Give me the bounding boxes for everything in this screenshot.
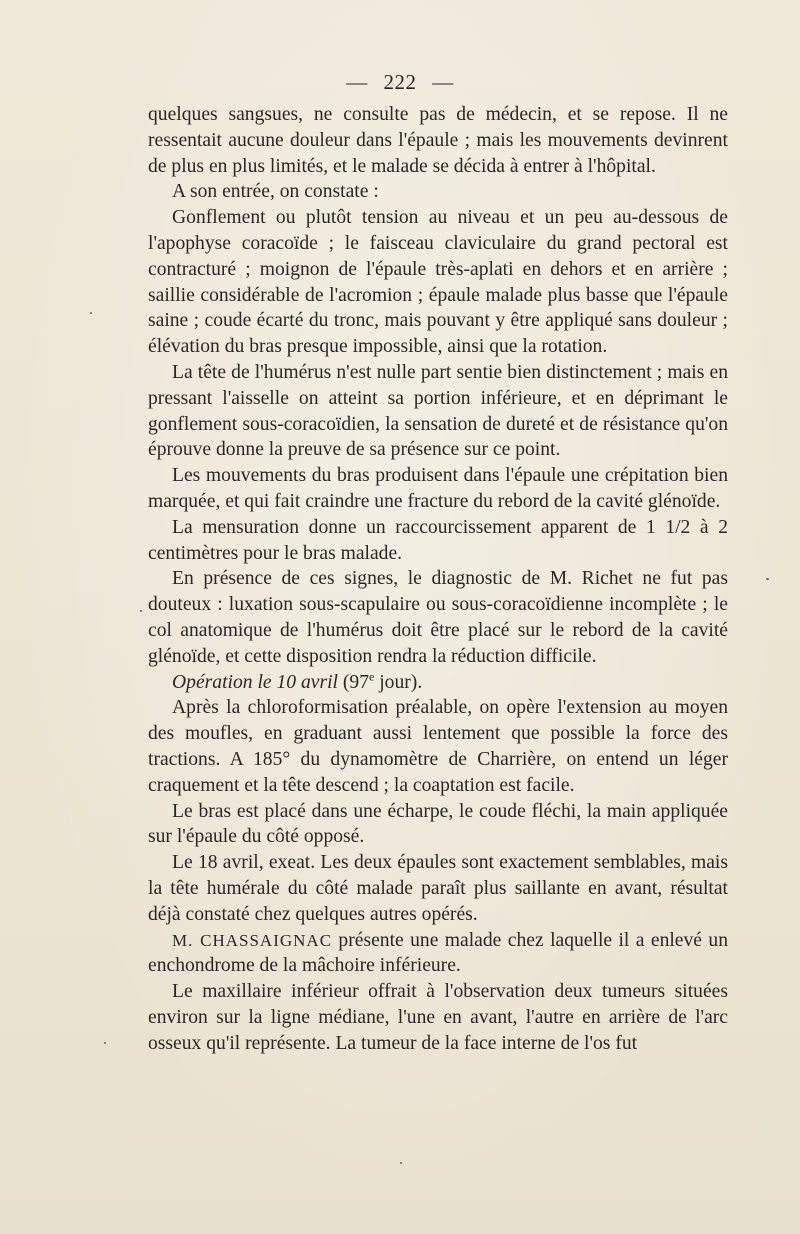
operation-day-close: jour). — [374, 671, 423, 693]
paragraph-12-text: présente une malade chez laquelle il a enlevé un enchondrome de la mâchoire inférieure. — [148, 929, 728, 977]
paper-speck — [104, 1042, 106, 1044]
paragraph-3: Gonflement ou plutôt tension au niveau et un peu au-dessous de l'apophyse coracoïde ; le faisceau claviculaire du grand pectoral est contracturé ; moignon de l'épaule très-aplati en dehors et en arrière ; saillie considérable de l'acromion ; épaule malade plus basse que l'épaule saine ; coude écarté du tronc, mais pouvant y être appliqué sans douleur ; élévation du bras presque impossible, ainsi que la rotation. — [148, 207, 728, 358]
paragraph-13: Le maxillaire inférieur offrait à l'observation deux tumeurs situées environ sur la ligne médiane, l'une en avant, l'autre en arrière de l'arc osseux qu'il représente. La tumeur de la face interne de l'os fut — [148, 981, 728, 1054]
page-text-body — [148, 102, 728, 1056]
paragraph-11: Le 18 avril, exeat. Les deux épaules sont exactement semblables, mais la tête humérale du côté malade paraît plus saillante en avant, résultat déjà constaté chez quelques autres opérés. — [148, 852, 728, 925]
paragraph-9: Après la chloroformisation préalable, on opère l'extension au moyen des moufles, en graduant aussi lentement que possible la force des tractions. A 185° du dynamomètre de Charrière, on entend un léger craquement et la tête descend ; la coaptation est facile. — [148, 697, 728, 796]
speaker-name: M. CHASSAIGNAC — [172, 930, 333, 950]
paragraph-2: A son entrée, on constate : — [172, 181, 379, 203]
paper-speck — [90, 312, 92, 314]
header-dash-left: — — [346, 70, 368, 94]
paper-speck — [140, 610, 142, 612]
paragraph-4: La tête de l'humérus n'est nulle part sentie bien distinctement ; mais en pressant l'aisselle on atteint sa portion inférieure, et en déprimant le gonflement sous-coracoïdien, la sensation de dureté et de résistance qu'on éprouve donne la preuve de sa présence sur ce point. — [148, 361, 728, 461]
header-dash-right: — — [432, 70, 454, 94]
paper-speck — [766, 578, 769, 580]
operation-day-superscript: e — [369, 669, 375, 683]
paragraph-7: En présence de ces signes, le diagnostic de M. Richet ne fut pas douteux : luxation sous-scapulaire ou sous-coracoïdienne incomplète ; le col anatomique de l'humérus doit être placé sur le rebord de la cavité glénoïde, et cette disposition rendra la réduction difficile. — [148, 568, 728, 667]
paragraph-12 — [148, 928, 728, 980]
operation-day-open: (97 — [342, 671, 370, 693]
operation-date-italic: Opération le 10 avril — [172, 671, 338, 693]
paragraph-6: La mensuration donne un raccourcissement apparent de 1 1/2 à 2 centimètres pour le bras malade. — [148, 516, 728, 564]
page-number-header — [0, 70, 800, 95]
paper-speck — [400, 1162, 402, 1164]
paragraph-10: Le bras est placé dans une écharpe, le coude fléchi, la main appliquée sur l'épaule du côté opposé. — [148, 800, 728, 848]
paragraph-1: quelques sangsues, ne consulte pas de médecin, et se repose. Il ne ressentait aucune douleur dans l'épaule ; mais les mouvements devinrent de plus en plus limités, et le malade se décida à entrer à l'hôpital. — [148, 104, 728, 177]
page-number: 222 — [383, 70, 417, 94]
paragraph-5: Les mouvements du bras produisent dans l'épaule une crépitation bien marquée, et qui fait craindre une fracture du rebord de la cavité glénoïde. — [148, 465, 728, 512]
paragraph-8 — [148, 670, 728, 696]
